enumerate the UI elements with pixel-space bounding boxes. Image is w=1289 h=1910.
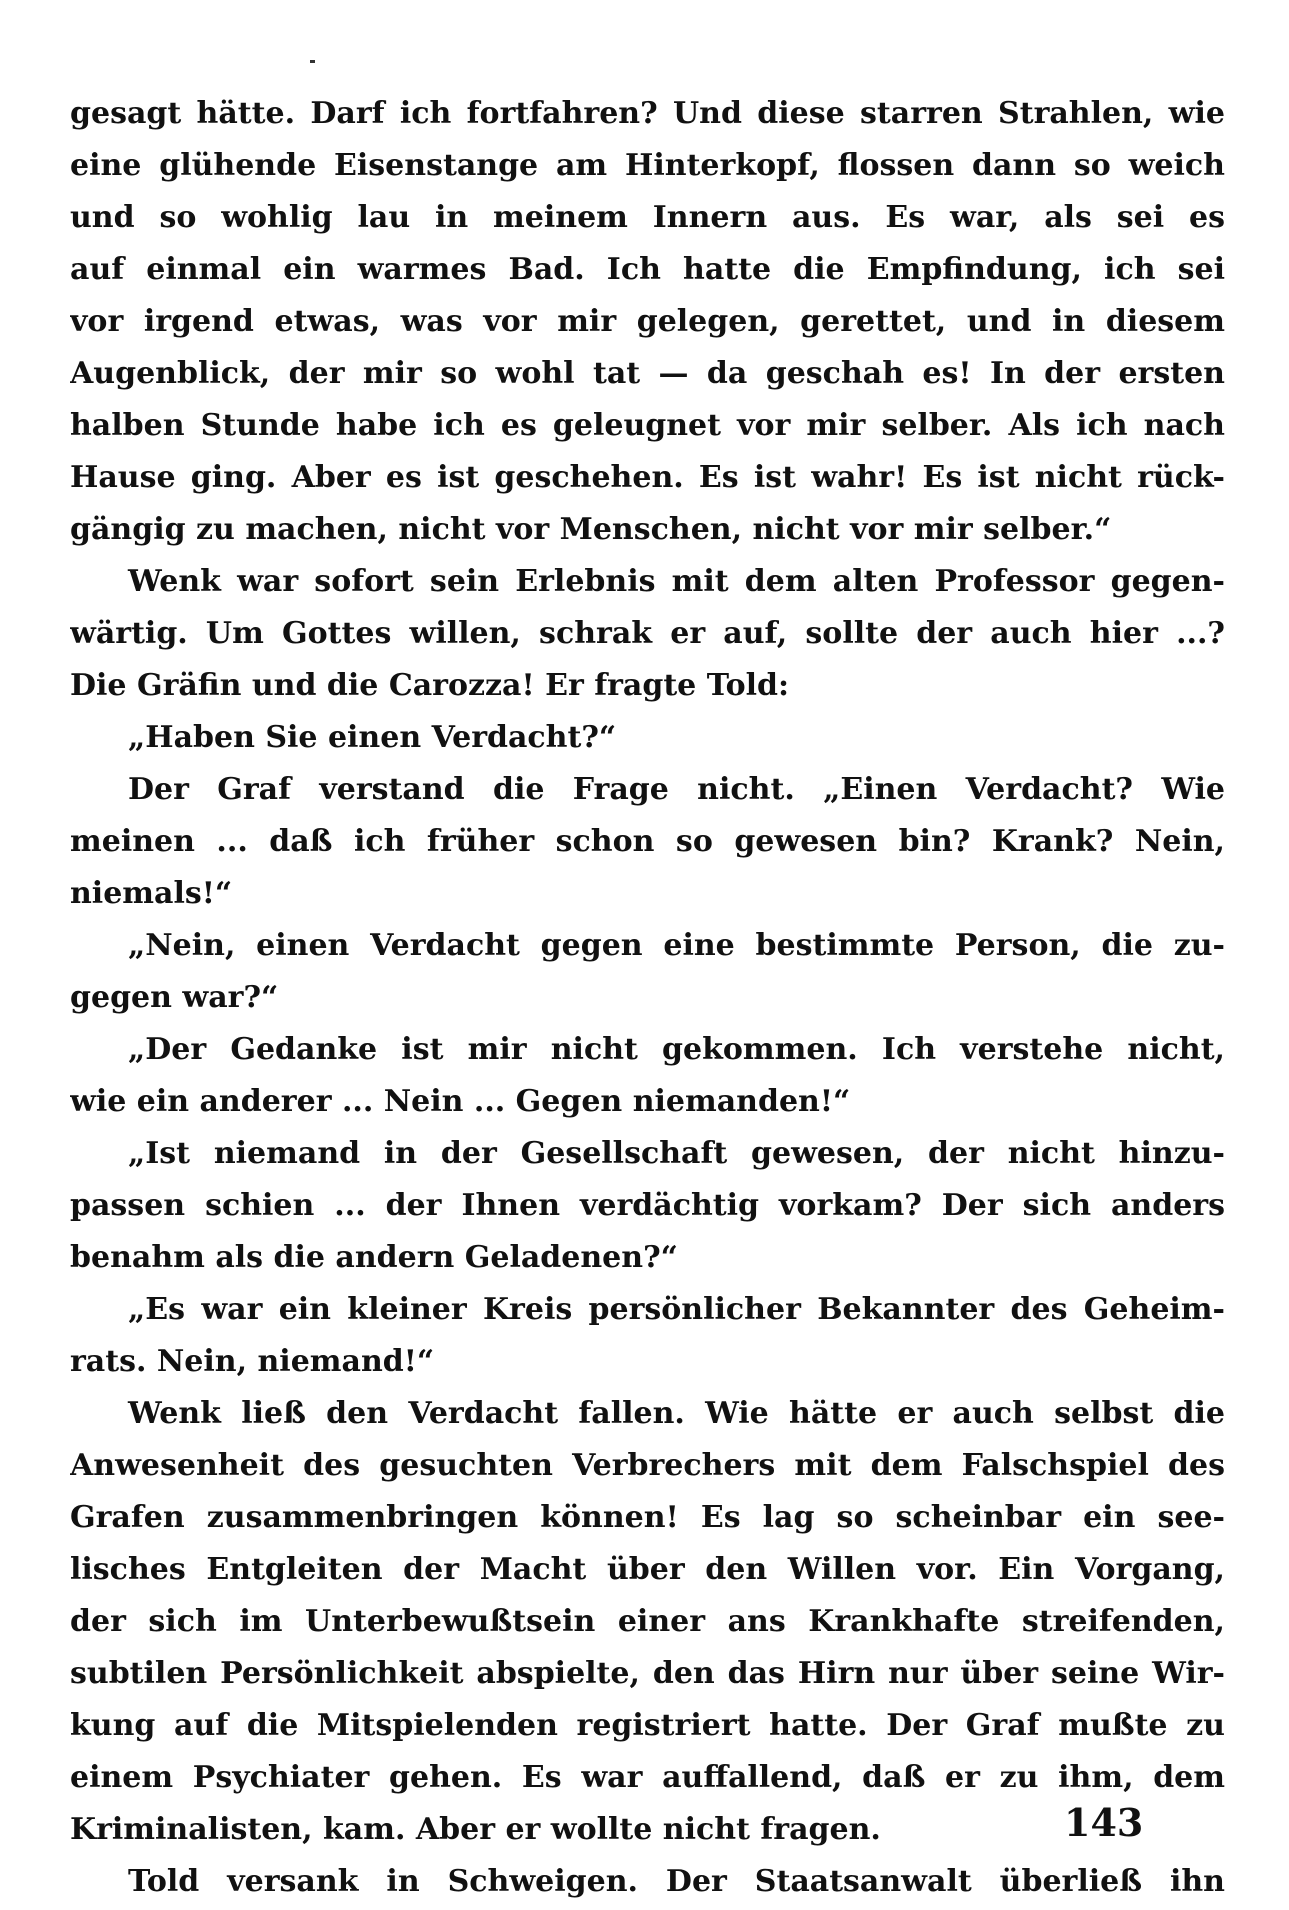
text-line: passen schien ... der Ihnen verdächtig vorkam? Der sich anders xyxy=(70,1188,1225,1223)
text-line: Anwesenheit des gesuchten Verbrechers mit dem Falschspiel des xyxy=(70,1448,1225,1483)
text-line: „Es war ein kleiner Kreis persönlicher Bekannter des Geheim- xyxy=(128,1292,1225,1327)
text-line: subtilen Persönlichkeit abspielte, den das Hirn nur über seine Wir- xyxy=(70,1656,1225,1691)
text-line: kung auf die Mitspielenden registriert hatte. Der Graf mußte zu xyxy=(70,1708,1225,1743)
ink-speck xyxy=(310,60,315,63)
text-line: eine glühende Eisenstange am Hinterkopf, flossen dann so weich xyxy=(70,148,1225,183)
text-line: vor irgend etwas, was vor mir gelegen, gerettet, und in diesem xyxy=(70,304,1225,339)
text-line: halben Stunde habe ich es geleugnet vor mir selber. Als ich nach xyxy=(70,408,1225,443)
text-line: Hause ging. Aber es ist geschehen. Es ist wahr! Es ist nicht rück- xyxy=(70,460,1225,495)
text-line: wie ein anderer ... Nein ... Gegen niemanden!“ xyxy=(70,1084,851,1119)
page-number: 143 xyxy=(1064,1800,1144,1845)
text-line: einem Psychiater gehen. Es war auffallend, daß er zu ihm, dem xyxy=(70,1760,1225,1795)
text-line: gesagt hätte. Darf ich fortfahren? Und diese starren Strahlen, wie xyxy=(70,96,1225,131)
text-line: lisches Entgleiten der Macht über den Willen vor. Ein Vorgang, xyxy=(70,1552,1225,1587)
body-text xyxy=(70,88,1225,1908)
text-line: gegen war?“ xyxy=(70,980,279,1015)
text-line: niemals!“ xyxy=(70,876,233,911)
text-line: Wenk ließ den Verdacht fallen. Wie hätte er auch selbst die xyxy=(128,1396,1225,1431)
text-line: auf einmal ein warmes Bad. Ich hatte die Empfindung, ich sei xyxy=(70,252,1225,287)
text-line: Told versank in Schweigen. Der Staatsanwalt überließ ihn xyxy=(128,1864,1225,1899)
text-line: Der Graf verstand die Frage nicht. „Einen Verdacht? Wie xyxy=(128,772,1225,807)
text-line: rats. Nein, niemand!“ xyxy=(70,1344,435,1379)
text-line: und so wohlig lau in meinem Innern aus. Es war, als sei es xyxy=(70,200,1225,235)
text-line: wärtig. Um Gottes willen, schrak er auf, sollte der auch hier ...? xyxy=(70,616,1225,651)
text-line: Grafen zusammenbringen können! Es lag so scheinbar ein see- xyxy=(70,1500,1225,1535)
text-line: Wenk war sofort sein Erlebnis mit dem alten Professor gegen- xyxy=(128,564,1225,599)
text-line: gängig zu machen, nicht vor Menschen, nicht vor mir selber.“ xyxy=(70,512,1112,547)
text-line: „Haben Sie einen Verdacht?“ xyxy=(128,720,617,755)
text-line: meinen ... daß ich früher schon so gewesen bin? Krank? Nein, xyxy=(70,824,1225,859)
text-line: „Der Gedanke ist mir nicht gekommen. Ich verstehe nicht, xyxy=(128,1032,1225,1067)
text-line: Augenblick, der mir so wohl tat — da geschah es! In der ersten xyxy=(70,356,1225,391)
text-line: der sich im Unterbewußtsein einer ans Krankhafte streifenden, xyxy=(70,1604,1225,1639)
text-line: Die Gräfin und die Carozza! Er fragte Told: xyxy=(70,668,790,703)
text-line: Kriminalisten, kam. Aber er wollte nicht fragen. xyxy=(70,1812,881,1847)
text-line: „Ist niemand in der Gesellschaft gewesen, der nicht hinzu- xyxy=(128,1136,1225,1171)
text-line: benahm als die andern Geladenen?“ xyxy=(70,1240,678,1275)
text-line: „Nein, einen Verdacht gegen eine bestimmte Person, die zu- xyxy=(128,928,1225,963)
